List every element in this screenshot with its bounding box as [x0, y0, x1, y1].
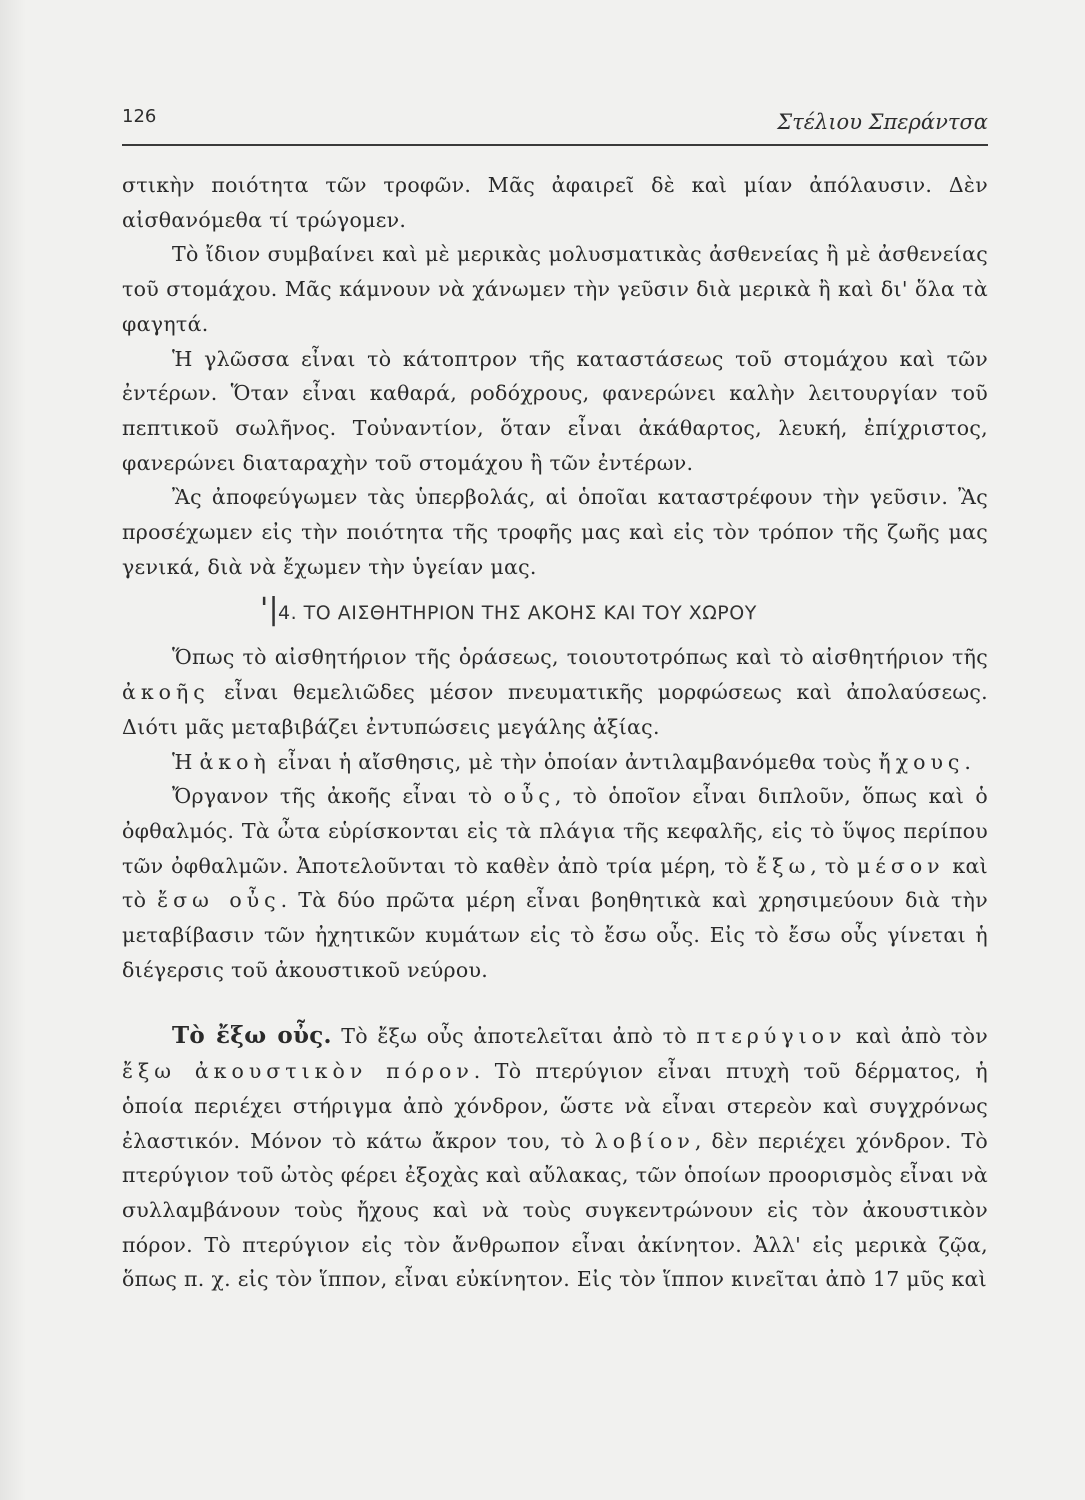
paragraph-3: Ἡ γλῶσσα εἶναι τὸ κάτοπτρον τῆς καταστάσεως τοῦ στομάχου καὶ τῶν ἐντέρων. Ὅταν εἶναι καθαρά, ροδόχρους, φανερώνει καλὴν λειτουργίαν τοῦ πεπτικοῦ σωλῆνος. Τοὐναντίον, ὅταν εἶναι ἀκάθαρτος, λευκή, ἐπίχριστος, φανερώνει διαταραχὴν τοῦ στομάχου ἢ τῶν ἐντέρων.: [122, 346, 988, 475]
section-paragraph-2: Ἡ ἀκοὴ εἶναι ἡ αἴσθησις, μὲ τὴν ὁποίαν ἀντιλαμβανόμεθα τοὺς ἤχους.: [172, 749, 972, 774]
page-number: 126: [122, 106, 157, 127]
spaced-term: ἔξω ἀκουστικὸν πόρον: [122, 1059, 474, 1084]
paragraph-2: Τὸ ἴδιον συμβαίνει καὶ μὲ μερικὰς μολυσματικὰς ἀσθενείας ἢ μὲ ἀσθενείας τοῦ στομάχου. Μᾶς κάμνουν νὰ χάνωμεν τὴν γεῦσιν διὰ μερικὰ ἢ καὶ δι' ὅλα τὰ φαγητά.: [122, 242, 988, 336]
spaced-term: οὖς: [503, 784, 555, 809]
spaced-term: μέσον: [856, 853, 945, 878]
spaced-term: ἀκοῆς: [122, 680, 210, 705]
section-title: 4. ΤΟ ΑΙΣΘΗΤΗΡΙΟΝ ΤΗΣ ΑΚΟΗΣ ΚΑΙ ΤΟΥ ΧΩΡΟΥ: [278, 602, 757, 625]
margin-mark: '|: [260, 592, 279, 628]
paragraph-1: στικὴν ποιότητα τῶν τροφῶν. Μᾶς ἀφαιρεῖ δὲ καὶ μίαν ἀπόλαυσιν. Δὲν αἰσθανόμεθα τί τρώγομεν.: [122, 173, 988, 232]
running-head: Στέλιου Σπεράντσα: [777, 110, 988, 134]
paragraph-gap: [122, 987, 988, 1019]
subsection-heading: Τὸ ἔξω οὖς.: [172, 1022, 332, 1050]
spaced-term: ἔξω: [756, 853, 811, 878]
page-edge-shadow: [0, 0, 26, 1500]
subsection-paragraph: Τὸ ἔξω οὖς. Τὸ ἔξω οὖς ἀποτελεῖται ἀπὸ τὸ πτερύγιον καὶ ἀπὸ τὸν ἔξω ἀκουστικὸν πόρον. Τὸ πτερύγιον εἶναι πτυχὴ τοῦ δέρματος, ἡ ὁποία περιέχει στήριγμα ἀπὸ χόνδρον, ὥστε νὰ εἶναι στερεὸν καὶ συγχρόνως ἐλαστικόν. Μόνον τὸ κάτω ἄκρον του, τὸ λοβίον, δὲν περιέχει χόνδρον. Τὸ πτερύγιον τοῦ ὠτὸς φέρει ἐξοχὰς καὶ αὔλακας, τῶν ὁποίων προορισμὸς εἶναι νὰ συλλαμβάνουν τοὺς ἤχους καὶ νὰ τοὺς συγκεντρώνουν εἰς τὸν ἀκουστικὸν πόρον. Τὸ πτερύγιον εἰς τὸν ἄνθρωπον εἶναι ἀκίνητον. Ἀλλ' εἰς μερικὰ ζῷα, ὅπως π. χ. εἰς τὸν ἵππον, εἶναι εὐκίνητον. Εἰς τὸν ἵππον κινεῖται ἀπὸ 17 μῦς καὶ: [122, 1022, 988, 1292]
spaced-term: ἀκοὴ: [199, 749, 271, 774]
spaced-term: πτερύγιον: [696, 1024, 847, 1049]
spaced-term: ἤχους: [878, 749, 965, 774]
paragraph-4: Ἂς ἀποφεύγωμεν τὰς ὑπερβολάς, αἱ ὁποῖαι καταστρέφουν τὴν γεῦσιν. Ἂς προσέχωμεν εἰς τὴν ποιότητα τῆς τροφῆς μας καὶ εἰς τὸν τρόπον τῆς ζωῆς μας γενικά, διὰ νὰ ἔχωμεν τὴν ὑγείαν μας.: [122, 485, 988, 579]
section-paragraph-3: Ὄργανον τῆς ἀκοῆς εἶναι τὸ οὖς, τὸ ὁποῖον εἶναι διπλοῦν, ὅπως καὶ ὁ ὀφθαλμός. Τὰ ὦτα εὑρίσκονται εἰς τὰ πλάγια τῆς κεφαλῆς, εἰς τὸ ὕψος περίπου τῶν ὀφθαλμῶν. Ἀποτελοῦνται τὸ καθὲν ἀπὸ τρία μέρη, τὸ ἔξω, τὸ μέσον καὶ τὸ ἔσω οὖς. Τὰ δύο πρῶτα μέρη εἶναι βοηθητικὰ καὶ χρησιμεύουν διὰ τὴν μεταβίβασιν τῶν ἠχητικῶν κυμάτων εἰς τὸ ἔσω οὖς. Εἰς τὸ ἔσω οὖς γίνεται ἡ διέγερσις τοῦ ἀκουστικοῦ νεύρου.: [122, 784, 988, 982]
section-heading: [122, 594, 988, 634]
section-paragraph-1: Ὅπως τὸ αἰσθητήριον τῆς ὁράσεως, τοιουτοτρόπως καὶ τὸ αἰσθητήριον τῆς ἀκοῆς εἶναι θεμελιῶδες μέσον πνευματικῆς μορφώσεως καὶ ἀπολαύσεως. Διότι μᾶς μεταβιβάζει ἐντυπώσεις μεγάλης ἀξίας.: [122, 645, 988, 739]
page-header: [122, 100, 988, 146]
spaced-term: ἔσω οὖς: [157, 888, 281, 913]
body-text: [122, 168, 988, 1297]
spaced-term: λοβίον: [594, 1128, 695, 1153]
